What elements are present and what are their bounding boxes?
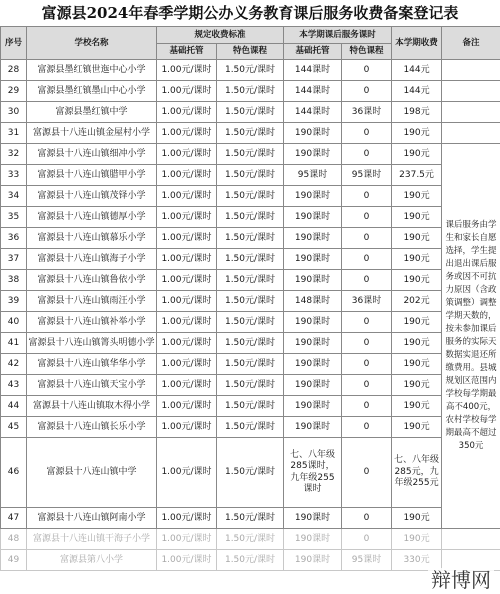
row-special-rate: 1.50元/课时	[217, 396, 284, 417]
row-fee: 190元	[392, 508, 442, 529]
header-basic-rate: 基础托管	[157, 44, 217, 60]
row-special-rate: 1.50元/课时	[217, 249, 284, 270]
row-school: 富源县十八连山镇中学	[27, 438, 157, 508]
row-fee: 190元	[392, 417, 442, 438]
row-fee: 190元	[392, 396, 442, 417]
table-row	[1, 417, 500, 438]
row-special-rate: 1.50元/课时	[217, 81, 284, 102]
row-basic-hours: 190课时	[284, 144, 342, 165]
fee-line: 285元，九	[394, 466, 439, 477]
row-basic-rate: 1.00元/课时	[157, 60, 217, 81]
row-special-rate: 1.50元/课时	[217, 144, 284, 165]
row-basic-hours: 190课时	[284, 186, 342, 207]
table-row	[1, 333, 500, 354]
row-special-rate: 1.50元/课时	[217, 102, 284, 123]
table-row	[1, 550, 500, 571]
row-basic-rate: 1.00元/课时	[157, 438, 217, 508]
row-school: 富源县十八连山镇长乐小学	[27, 417, 157, 438]
row-fee: 190元	[392, 354, 442, 375]
row-special-hours: 0	[342, 396, 392, 417]
row-fee: 190元	[392, 186, 442, 207]
row-basic-hours: 190课时	[284, 312, 342, 333]
table-row	[1, 529, 500, 550]
row-basic-hours: 190课时	[284, 249, 342, 270]
row-special-rate: 1.50元/课时	[217, 123, 284, 144]
row-basic-hours: 190课时	[284, 270, 342, 291]
row-basic-rate: 1.00元/课时	[157, 312, 217, 333]
row-special-rate: 1.50元/课时	[217, 417, 284, 438]
header-basic-hours: 基础托管	[284, 44, 342, 60]
fee-line: 年级255元	[394, 478, 439, 489]
row-no: 48	[1, 529, 27, 550]
table-row	[1, 249, 500, 270]
row-note	[442, 81, 500, 102]
row-no: 43	[1, 375, 27, 396]
row-special-hours: 0	[342, 270, 392, 291]
row-fee: 190元	[392, 312, 442, 333]
row-basic-rate: 1.00元/课时	[157, 375, 217, 396]
row-basic-rate: 1.00元/课时	[157, 354, 217, 375]
row-special-rate: 1.50元/课时	[217, 438, 284, 508]
row-no: 34	[1, 186, 27, 207]
row-fee: 144元	[392, 60, 442, 81]
table-row	[1, 270, 500, 291]
row-basic-rate: 1.00元/课时	[157, 291, 217, 312]
row-special-hours: 0	[342, 508, 392, 529]
row-basic-hours: 190课时	[284, 354, 342, 375]
row-basic-rate: 1.00元/课时	[157, 529, 217, 550]
row-special-hours: 0	[342, 186, 392, 207]
row-no: 30	[1, 102, 27, 123]
row-no: 47	[1, 508, 27, 529]
table-row	[1, 102, 500, 123]
row-fee: 190元	[392, 249, 442, 270]
row-fee: 190元	[392, 123, 442, 144]
table-row	[1, 60, 500, 81]
row-school: 富源县十八连山镇鲁依小学	[27, 270, 157, 291]
row-special-hours: 0	[342, 529, 392, 550]
row-note	[442, 529, 500, 550]
basic-hours-line: 九年级255	[290, 472, 335, 483]
row-school: 富源县十八连山镇箐头明德小学	[27, 333, 157, 354]
row-no: 42	[1, 354, 27, 375]
header-hours: 本学期课后服务课时	[284, 27, 392, 44]
row-fee: 190元	[392, 333, 442, 354]
table-row	[1, 144, 500, 165]
row-basic-rate: 1.00元/课时	[157, 270, 217, 291]
row-basic-hours: 190课时	[284, 123, 342, 144]
row-no: 28	[1, 60, 27, 81]
row-basic-hours: 144课时	[284, 102, 342, 123]
fee-registration-table	[0, 26, 500, 571]
row-no: 39	[1, 291, 27, 312]
row-school: 富源县十八连山镇取木得小学	[27, 396, 157, 417]
row-special-hours: 0	[342, 228, 392, 249]
row-special-rate: 1.50元/课时	[217, 529, 284, 550]
fee-line: 七、八年级	[394, 455, 440, 466]
row-fee: 198元	[392, 102, 442, 123]
row-special-hours: 0	[342, 81, 392, 102]
row-special-rate: 1.50元/课时	[217, 228, 284, 249]
table-row	[1, 228, 500, 249]
row-school: 富源县十八连山镇海子小学	[27, 249, 157, 270]
table-row	[1, 81, 500, 102]
row-fee: 190元	[392, 144, 442, 165]
basic-hours-line: 285课时，	[290, 461, 335, 471]
header-note: 备注	[442, 27, 500, 60]
row-special-rate: 1.50元/课时	[217, 312, 284, 333]
row-special-rate: 1.50元/课时	[217, 508, 284, 529]
row-special-rate: 1.50元/课时	[217, 354, 284, 375]
row-fee: 144元	[392, 81, 442, 102]
header-seq: 序号	[1, 27, 27, 60]
table-row	[1, 207, 500, 228]
row-special-rate: 1.50元/课时	[217, 186, 284, 207]
row-no: 40	[1, 312, 27, 333]
table-row	[1, 354, 500, 375]
table-row	[1, 165, 500, 186]
row-basic-rate: 1.00元/课时	[157, 417, 217, 438]
header-fee: 本学期收费	[392, 27, 442, 60]
row-basic-rate: 1.00元/课时	[157, 123, 217, 144]
row-fee: 202元	[392, 291, 442, 312]
table-row	[1, 508, 500, 529]
row-fee	[392, 438, 442, 508]
row-special-hours: 36课时	[342, 102, 392, 123]
row-basic-hours: 190课时	[284, 333, 342, 354]
table-row	[1, 123, 500, 144]
table-row	[1, 396, 500, 417]
row-basic-hours: 148课时	[284, 291, 342, 312]
table-row	[1, 312, 500, 333]
row-basic-hours: 144课时	[284, 60, 342, 81]
row-fee: 190元	[392, 375, 442, 396]
table-row	[1, 291, 500, 312]
row-basic-hours: 190课时	[284, 529, 342, 550]
row-no: 29	[1, 81, 27, 102]
row-basic-rate: 1.00元/课时	[157, 396, 217, 417]
row-special-rate: 1.50元/课时	[217, 60, 284, 81]
row-basic-hours: 190课时	[284, 550, 342, 571]
table-row	[1, 375, 500, 396]
row-no: 44	[1, 396, 27, 417]
row-no: 33	[1, 165, 27, 186]
row-school: 富源县十八连山镇金屋村小学	[27, 123, 157, 144]
row-note	[442, 123, 500, 144]
row-fee: 190元	[392, 270, 442, 291]
row-basic-hours: 144课时	[284, 81, 342, 102]
row-basic-hours: 190课时	[284, 396, 342, 417]
row-basic-hours: 190课时	[284, 375, 342, 396]
basic-hours-line: 七、八年级	[290, 449, 336, 460]
row-no: 45	[1, 417, 27, 438]
row-special-hours: 0	[342, 417, 392, 438]
row-special-hours: 0	[342, 144, 392, 165]
header-standard: 规定收费标准	[157, 27, 284, 44]
row-basic-hours: 190课时	[284, 228, 342, 249]
row-school: 富源县十八连山镇干海子小学	[27, 529, 157, 550]
row-fee: 237.5元	[392, 165, 442, 186]
row-no: 35	[1, 207, 27, 228]
row-basic-rate: 1.00元/课时	[157, 81, 217, 102]
row-basic-rate: 1.00元/课时	[157, 333, 217, 354]
row-special-hours: 36课时	[342, 291, 392, 312]
row-special-hours: 95课时	[342, 550, 392, 571]
row-special-hours: 0	[342, 207, 392, 228]
row-school: 富源县墨红镇墨山中心小学	[27, 81, 157, 102]
row-note	[442, 60, 500, 81]
row-no: 38	[1, 270, 27, 291]
row-fee: 330元	[392, 550, 442, 571]
table-row	[1, 438, 500, 508]
row-basic-rate: 1.00元/课时	[157, 186, 217, 207]
row-special-hours: 0	[342, 438, 392, 508]
header-special-hours: 特色课程	[342, 44, 392, 60]
row-basic-hours: 190课时	[284, 207, 342, 228]
row-school: 富源县十八连山镇雨汪小学	[27, 291, 157, 312]
row-special-hours: 0	[342, 123, 392, 144]
row-special-hours: 0	[342, 312, 392, 333]
row-school: 富源县十八连山镇细冲小学	[27, 144, 157, 165]
row-school: 富源县十八连山镇腊甲小学	[27, 165, 157, 186]
row-fee: 190元	[392, 207, 442, 228]
row-no: 46	[1, 438, 27, 508]
row-school: 富源县十八连山镇德厚小学	[27, 207, 157, 228]
row-school: 富源县墨红镇中学	[27, 102, 157, 123]
row-basic-hours: 95课时	[284, 165, 342, 186]
row-basic-rate: 1.00元/课时	[157, 249, 217, 270]
row-school: 富源县十八连山镇补举小学	[27, 312, 157, 333]
header-school: 学校名称	[27, 27, 157, 60]
row-special-rate: 1.50元/课时	[217, 375, 284, 396]
row-special-hours: 0	[342, 333, 392, 354]
note-cell: 课后服务由学生和家长自愿选择，学生提出退出课后服务或因不可抗力原因（含政策调整）调整学期天数的，按未参加课后服务的实际天数据实退还所缴费用。县城规划区范围内学校每学期最高不400元，农村学校每学期最高不超过350元	[442, 144, 500, 529]
row-school: 富源县十八连山镇华华小学	[27, 354, 157, 375]
row-special-hours: 0	[342, 354, 392, 375]
row-fee: 190元	[392, 529, 442, 550]
row-no: 37	[1, 249, 27, 270]
row-basic-rate: 1.00元/课时	[157, 550, 217, 571]
row-special-hours: 0	[342, 249, 392, 270]
header-special-rate: 特色课程	[217, 44, 284, 60]
row-basic-hours: 190课时	[284, 417, 342, 438]
row-basic-rate: 1.00元/课时	[157, 102, 217, 123]
row-basic-rate: 1.00元/课时	[157, 165, 217, 186]
row-special-hours: 0	[342, 60, 392, 81]
row-special-hours: 0	[342, 375, 392, 396]
row-school: 富源县十八连山镇茂铎小学	[27, 186, 157, 207]
row-school: 富源县第八小学	[27, 550, 157, 571]
row-school: 富源县十八连山镇慕乐小学	[27, 228, 157, 249]
row-school: 富源县十八连山镇天宝小学	[27, 375, 157, 396]
page-title: 富源县2024年春季学期公办义务教育课后服务收费备案登记表	[41, 4, 459, 22]
row-special-hours: 95课时	[342, 165, 392, 186]
row-no: 36	[1, 228, 27, 249]
row-special-rate: 1.50元/课时	[217, 270, 284, 291]
row-school: 富源县墨红镇世迤中心小学	[27, 60, 157, 81]
row-no: 31	[1, 123, 27, 144]
row-basic-rate: 1.00元/课时	[157, 508, 217, 529]
row-special-rate: 1.50元/课时	[217, 165, 284, 186]
row-basic-hours	[284, 438, 342, 508]
watermark-logo: 辩博网	[428, 568, 494, 592]
row-fee: 190元	[392, 228, 442, 249]
row-special-rate: 1.50元/课时	[217, 291, 284, 312]
row-note	[442, 102, 500, 123]
row-no: 49	[1, 550, 27, 571]
row-school: 富源县十八连山镇阿南小学	[27, 508, 157, 529]
row-no: 41	[1, 333, 27, 354]
table-row	[1, 186, 500, 207]
row-special-rate: 1.50元/课时	[217, 207, 284, 228]
row-no: 32	[1, 144, 27, 165]
basic-hours-line: 课时	[303, 484, 322, 494]
row-basic-rate: 1.00元/课时	[157, 207, 217, 228]
row-basic-rate: 1.00元/课时	[157, 228, 217, 249]
row-basic-rate: 1.00元/课时	[157, 144, 217, 165]
row-special-rate: 1.50元/课时	[217, 550, 284, 571]
row-basic-hours: 190课时	[284, 508, 342, 529]
row-special-rate: 1.50元/课时	[217, 333, 284, 354]
